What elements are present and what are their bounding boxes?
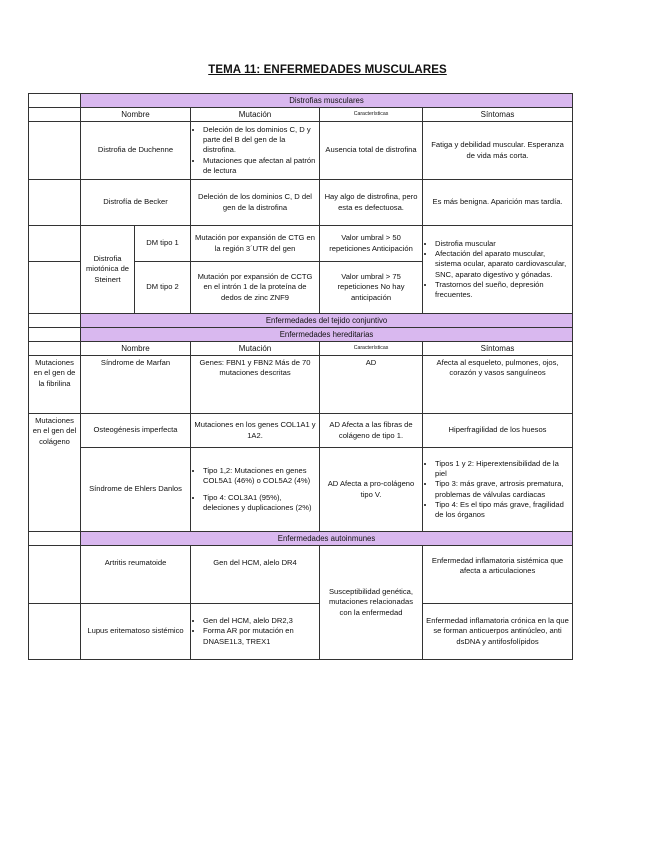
cell-nombre: Artritis reumatoide — [81, 546, 191, 604]
section-band-hereditarias: Enfermedades hereditarias — [81, 328, 573, 342]
cell-sintomas: Hiperfragilidad de los huesos — [423, 414, 573, 448]
cell-caracteristicas: Valor umbral > 50 repeticiones Anticipación — [320, 226, 423, 262]
cell-caracteristicas: Susceptibilidad genética, mutaciones relacionadas con la enfermedad — [320, 546, 423, 660]
cell-nombre: Distrofia miotónica de Steinert — [81, 226, 135, 314]
cell-nombre: Distrofia de Duchenne — [81, 122, 191, 180]
cell-sintomas: Enfermedad inflamatoria sistémica que afecta a articulaciones — [423, 546, 573, 604]
sintoma-item: • Tipo 3: más grave, artrosis prematura, problemas de válvulas cardiacas — [435, 479, 569, 500]
cell-sintomas: Afecta al esqueleto, pulmones, ojos, corazón y vasos sanguíneos — [423, 356, 573, 414]
band-row — [29, 94, 573, 108]
cell-sintomas: Es más benigna. Aparición mas tardía. — [423, 180, 573, 226]
section-band-conjuntivo: Enfermedades del tejido conjuntivo — [81, 314, 573, 328]
sintoma-item: • Distrofia muscular — [435, 239, 569, 249]
header-row — [29, 108, 573, 122]
band-row — [29, 314, 573, 328]
header-mutacion: Mutación — [191, 342, 320, 356]
table-row-dm1 — [29, 226, 573, 262]
cell-mutacion: Deleción de los dominios C, D del gen de la distrofina — [191, 180, 320, 226]
table-row-ehlers — [29, 448, 573, 532]
cell-sintomas: Enfermedad inflamatoria crónica en la que se forman anticuerpos antinúcleo, anti dsDNA y antifosfolípidos — [423, 604, 573, 660]
table-row-duchenne — [29, 122, 573, 180]
cell-nombre: Lupus eritematoso sistémico — [81, 604, 191, 660]
cell-mutacion — [191, 122, 320, 180]
mutacion-item: • Tipo 4: COL3A1 (95%), deleciones y duplicaciones (2%) — [203, 493, 316, 514]
cell-caracteristicas: AD Afecta a las fibras de colágeno de tipo 1. — [320, 414, 423, 448]
header-nombre: Nombre — [81, 342, 191, 356]
table-row-marfan — [29, 356, 573, 414]
cell-nombre: Distrofía de Becker — [81, 180, 191, 226]
header-row — [29, 342, 573, 356]
cell-mutacion: Mutación por expansión de CCTG en el intrón 1 de la proteína de dedos de zinc ZNF9 — [191, 262, 320, 314]
diseases-table — [28, 93, 573, 660]
mutacion-item: • Mutaciones que afectan al patrón de lectura — [203, 156, 316, 177]
cell-sintomas — [423, 448, 573, 532]
sintoma-item: • Tipos 1 y 2: Hiperextensibilidad de la piel — [435, 459, 569, 480]
header-sintomas: Síntomas — [423, 108, 573, 122]
cell-sintomas: Fatiga y debilidad muscular. Esperanza de vida más corta. — [423, 122, 573, 180]
band-row — [29, 328, 573, 342]
cell-nombre: Síndrome de Marfan — [81, 356, 191, 414]
cell-caracteristicas: Hay algo de distrofina, pero esta es defectuosa. — [320, 180, 423, 226]
cell-subtipo: DM tipo 1 — [135, 226, 191, 262]
mutacion-item: • Tipo 1,2: Mutaciones en genes COL5A1 (46%) o COL5A2 (4%) — [203, 466, 316, 487]
header-caracteristicas: Características — [320, 108, 423, 122]
mutacion-item: • Deleción de los dominios C, D y parte del B del gen de la distrofina. — [203, 125, 316, 156]
group-label-colageno: Mutaciones en el gen del colágeno — [29, 414, 81, 532]
cell-mutacion — [191, 604, 320, 660]
cell-mutacion: Gen del HCM, alelo DR4 — [191, 546, 320, 604]
page-title: TEMA 11: ENFERMEDADES MUSCULARES — [208, 64, 447, 76]
cell-caracteristicas: AD Afecta a pro-colágeno tipo V. — [320, 448, 423, 532]
header-sintomas: Síntomas — [423, 342, 573, 356]
sintoma-item: • Afectación del aparato muscular, sistema ocular, aparato cardiovascular, SNC, aparato digestivo y gónadas. — [435, 249, 569, 280]
cell-sintomas — [423, 226, 573, 314]
table-row-osteogenesis — [29, 414, 573, 448]
cell-mutacion: Mutaciones en los genes COL1A1 y 1A2. — [191, 414, 320, 448]
cell-caracteristicas: AD — [320, 356, 423, 414]
cell-caracteristicas: Ausencia total de distrofina — [320, 122, 423, 180]
cell-nombre: Osteogénesis imperfecta — [81, 414, 191, 448]
mutacion-item: • Forma AR por mutación en DNASE1L3, TREX1 — [203, 626, 316, 647]
header-mutacion: Mutación — [191, 108, 320, 122]
cell-nombre: Síndrome de Ehlers Danlos — [81, 448, 191, 532]
mutacion-item: • Gen del HCM, alelo DR2,3 — [203, 616, 316, 626]
sintoma-item: • Tipo 4: Es el tipo más grave, fragilidad de los órganos — [435, 500, 569, 521]
table-row-artritis — [29, 546, 573, 604]
cell-mutacion — [191, 448, 320, 532]
cell-caracteristicas: Valor umbral > 75 repeticiones No hay anticipación — [320, 262, 423, 314]
section-band-distrofias: Distrofias musculares — [81, 94, 573, 108]
section-band-autoinmunes: Enfermedades autoinmunes — [81, 532, 573, 546]
sintoma-item: • Trastornos del sueño, depresión frecuentes. — [435, 280, 569, 301]
cell-mutacion: Mutación por expansión de CTG en la región 3´UTR del gen — [191, 226, 320, 262]
header-caracteristicas: Características — [320, 342, 423, 356]
table-row-lupus — [29, 604, 573, 660]
table-row-becker — [29, 180, 573, 226]
cell-subtipo: DM tipo 2 — [135, 262, 191, 314]
group-label-fibrilina: Mutaciones en el gen de la fibrilina — [29, 356, 81, 414]
band-row — [29, 532, 573, 546]
cell-mutacion: Genes: FBN1 y FBN2 Más de 70 mutaciones descritas — [191, 356, 320, 414]
header-nombre: Nombre — [81, 108, 191, 122]
